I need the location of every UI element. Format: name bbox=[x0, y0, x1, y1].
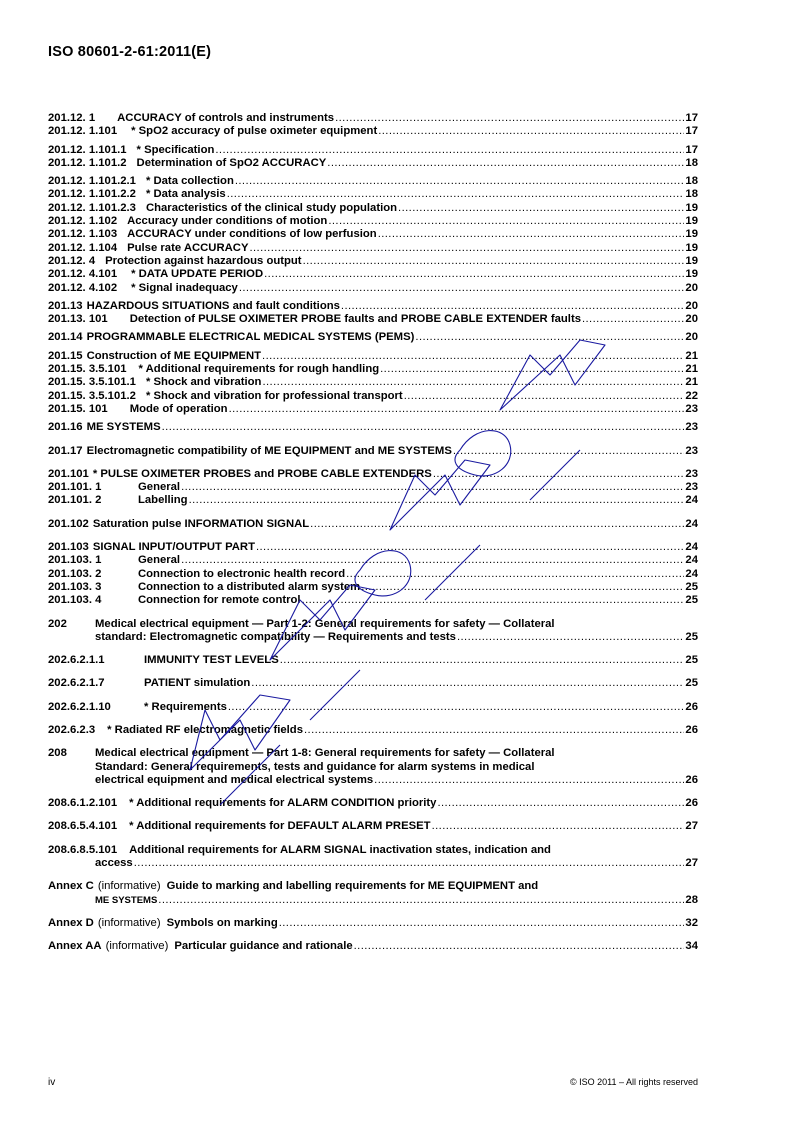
toc-entry[interactable]: 202.6.2.1.10 * Requirements ..... 26 bbox=[48, 701, 698, 714]
toc-entry[interactable]: 201.103 SIGNAL INPUT/OUTPUT PART ..... 24 bbox=[48, 541, 698, 554]
toc-entry-continuation[interactable]: electrical equipment and medical electrical systems ..... 26 bbox=[48, 774, 698, 787]
toc-entry[interactable]: 201.15. 101 Mode of operation ..... 23 bbox=[48, 403, 698, 416]
toc-entry[interactable]: 201.103. 3 Connection to a distributed alarm system ..... 25 bbox=[48, 581, 698, 594]
toc-entry[interactable]: 202.6.2.1.7 PATIENT simulation ..... 25 bbox=[48, 677, 698, 690]
toc-entry[interactable]: 201.12. 1.101 * SpO2 accuracy of pulse oximeter equipment ..... 17 bbox=[48, 125, 698, 138]
toc-entry[interactable]: 201.101 * PULSE OXIMETER PROBES and PROBE CABLE EXTENDERS ..... 23 bbox=[48, 468, 698, 481]
toc-entry[interactable]: 201.103. 1 General ..... 24 bbox=[48, 554, 698, 567]
toc-entry[interactable]: 201.12. 1.103 ACCURACY under conditions of low perfusion ..... 19 bbox=[48, 228, 698, 241]
toc-entry[interactable]: 201.13. 101 Detection of PULSE OXIMETER PROBE faults and PROBE CABLE EXTENDER faults ..... 20 bbox=[48, 313, 698, 326]
toc-entry[interactable]: 201.12. 1.101.2.1 * Data collection ..... 18 bbox=[48, 175, 698, 188]
toc-entry[interactable]: 201.15. 3.5.101.1 * Shock and vibration ..... 21 bbox=[48, 376, 698, 389]
toc-entry[interactable]: 201.15 Construction of ME EQUIPMENT ..... 21 bbox=[48, 350, 698, 363]
toc-entry[interactable]: 201.16 ME SYSTEMS ..... 23 bbox=[48, 421, 698, 434]
toc-entry[interactable]: 208 Medical electrical equipment — Part 1-8: General requirements for safety — Collateral bbox=[48, 747, 555, 760]
toc-entry[interactable]: 201.13 HAZARDOUS SITUATIONS and fault conditions ..... 20 bbox=[48, 300, 698, 313]
toc-entry[interactable]: 208.6.8.5.101 Additional requirements for ALARM SIGNAL inactivation states, indication and bbox=[48, 843, 551, 856]
toc-entry[interactable]: Annex AA (informative) Particular guidance and rationale ..... 34 bbox=[48, 940, 698, 953]
table-of-contents bbox=[48, 112, 698, 954]
toc-entry[interactable]: 201.12. 1.104 Pulse rate ACCURACY ..... 19 bbox=[48, 242, 698, 255]
toc-entry[interactable]: 202.6.2.3 * Radiated RF electromagnetic fields ..... 26 bbox=[48, 724, 698, 737]
toc-entry[interactable]: 208.6.1.2.101 * Additional requirements for ALARM CONDITION priority ..... 26 bbox=[48, 797, 698, 810]
toc-entry[interactable]: 201.15. 3.5.101.2 * Shock and vibration for professional transport ..... 22 bbox=[48, 390, 698, 403]
toc-entry[interactable]: 201.12. 4 Protection against hazardous output ..... 19 bbox=[48, 255, 698, 268]
toc-entry-continuation[interactable]: standard: Electromagnetic compatibility — Requirements and tests ..... 25 bbox=[48, 631, 698, 644]
toc-entry[interactable]: 201.15. 3.5.101 * Additional requirements for rough handling ..... 21 bbox=[48, 363, 698, 376]
toc-entry-continuation[interactable]: Standard: General requirements, tests and guidance for alarm systems in medical bbox=[95, 760, 535, 773]
toc-entry[interactable]: 201.12. 1.102 Accuracy under conditions of motion ..... 19 bbox=[48, 215, 698, 228]
toc-entry[interactable]: 201.12. 4.102 * Signal inadequacy ..... 20 bbox=[48, 282, 698, 295]
toc-entry[interactable]: Annex D (informative) Symbols on marking ..... 32 bbox=[48, 917, 698, 930]
document-id: ISO 80601-2-61:2011(E) bbox=[48, 44, 212, 60]
toc-entry-continuation[interactable]: access ..... 27 bbox=[48, 857, 698, 870]
page-number: iv bbox=[48, 1077, 56, 1088]
copyright: © ISO 2011 – All rights reserved bbox=[569, 1077, 698, 1087]
toc-entry[interactable]: 201.12. 1.101.2.2 * Data analysis ..... 18 bbox=[48, 188, 698, 201]
toc-entry[interactable]: 201.17 Electromagnetic compatibility of ME EQUIPMENT and ME SYSTEMS ..... 23 bbox=[48, 445, 698, 458]
toc-entry[interactable]: 201.103. 4 Connection for remote control ..... 25 bbox=[48, 594, 698, 607]
toc-entry[interactable]: 202 Medical electrical equipment — Part 1-2: General requirements for safety — Collateral bbox=[48, 617, 555, 630]
toc-entry[interactable]: 201.102 Saturation pulse INFORMATION SIGNAL ..... 24 bbox=[48, 518, 698, 531]
toc-entry[interactable]: 201.101. 2 Labelling ..... 24 bbox=[48, 494, 698, 507]
toc-entry[interactable]: 202.6.2.1.1 IMMUNITY TEST LEVELS ..... 25 bbox=[48, 654, 698, 667]
toc-entry[interactable]: 201.12. 1.101.2 Determination of SpO2 ACCURACY ..... 18 bbox=[48, 157, 698, 170]
toc-entry[interactable]: 208.6.5.4.101 * Additional requirements for DEFAULT ALARM PRESET ..... 27 bbox=[48, 820, 698, 833]
toc-entry[interactable]: 201.12. 1.101.1 * Specification ..... 17 bbox=[48, 144, 698, 157]
toc-entry[interactable]: 201.101. 1 General ..... 23 bbox=[48, 481, 698, 494]
toc-entry[interactable]: 201.12. 1.101.2.3 Characteristics of the clinical study population ..... 19 bbox=[48, 202, 698, 215]
toc-entry[interactable]: Annex C (informative) Guide to marking and labelling requirements for ME EQUIPMENT and bbox=[48, 880, 539, 893]
toc-entry[interactable]: 201.12. 1 ACCURACY of controls and instruments ..... 17 bbox=[48, 112, 698, 125]
toc-entry[interactable]: 201.103. 2 Connection to electronic health record ..... 24 bbox=[48, 568, 698, 581]
toc-entry[interactable]: 201.12. 4.101 * DATA UPDATE PERIOD ..... 19 bbox=[48, 268, 698, 281]
toc-entry[interactable]: 201.14 PROGRAMMABLE ELECTRICAL MEDICAL SYSTEMS (PEMS) ..... 20 bbox=[48, 331, 698, 344]
toc-entry-continuation[interactable]: ME SYSTEMS ..... 28 bbox=[48, 894, 698, 907]
